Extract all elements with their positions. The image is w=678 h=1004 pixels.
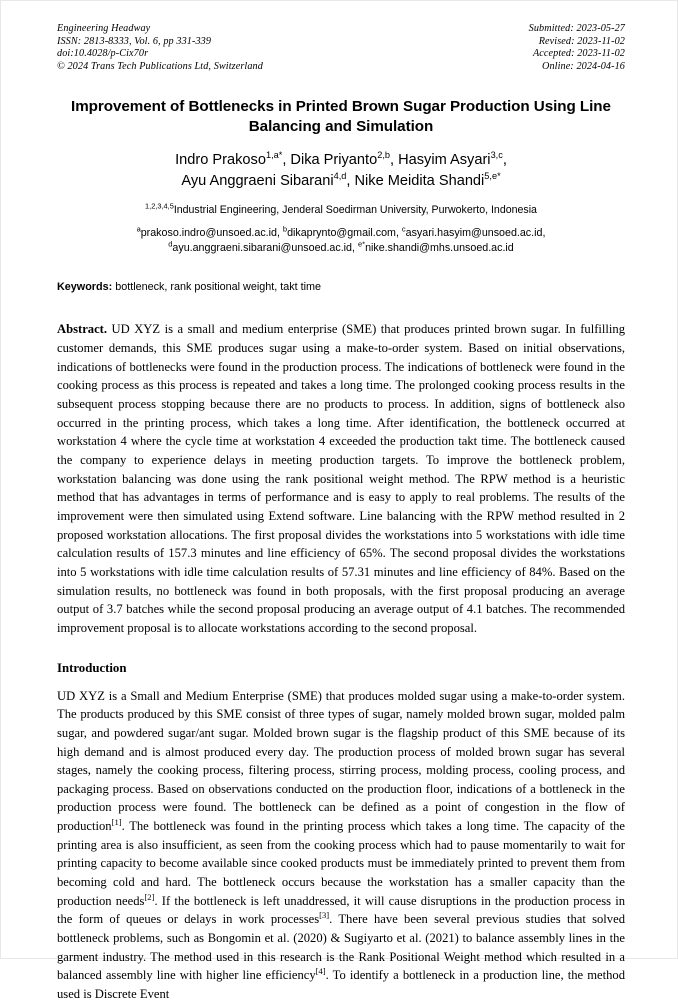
author-item — [181, 173, 354, 189]
email-list — [57, 226, 625, 255]
email-address[interactable]: dikaprynto@gmail.com — [287, 227, 396, 240]
journal-name: Engineering Headway — [57, 23, 151, 34]
citation-ref-3[interactable]: [3] — [319, 910, 330, 921]
email-item — [282, 224, 402, 240]
author-item — [290, 152, 398, 168]
author-list — [57, 150, 625, 192]
email-item — [168, 239, 358, 254]
author-name: Nike Meidita Shandi — [354, 173, 485, 190]
author-sep: , — [346, 173, 355, 190]
email-address[interactable]: prakoso.indro@unsoed.ac.id — [140, 227, 277, 240]
citation-ref-1[interactable]: [1] — [111, 816, 122, 827]
author-sep: , — [282, 152, 291, 169]
email-sup: d — [168, 239, 173, 249]
abstract-label: Abstract. — [57, 322, 108, 337]
journal-issn: ISSN: 2813-8333, Vol. 6, pp 331-339 — [57, 35, 212, 47]
email-sep: , — [542, 227, 546, 240]
submitted-date: Submitted: 2023-05-27 — [528, 23, 625, 34]
citation-ref-2[interactable]: [2] — [144, 891, 155, 902]
email-sup: e* — [357, 239, 366, 249]
author-sep: , — [502, 152, 507, 169]
author-sep: , — [390, 152, 399, 169]
keywords — [57, 280, 625, 294]
email-item — [401, 224, 546, 240]
email-item — [136, 224, 283, 240]
email-sep: , — [276, 227, 283, 240]
accepted-date: Accepted: 2023-11-02 — [532, 48, 625, 60]
author-sup: 5,e* — [484, 171, 501, 182]
email-sup: a — [136, 224, 141, 234]
affiliation-text: Industrial Engineering, Jenderal Soedirman University, Purwokerto, Indonesia — [173, 204, 537, 217]
intro-part-5: . To identify a bottleneck in a production line, the method used is Discrete Event — [57, 968, 626, 1002]
online-date: Online: 2024-04-16 — [541, 60, 625, 72]
author-item — [355, 173, 501, 189]
abstract-text: UD XYZ is a small and medium enterprise (SME) that produces printed brown sugar. In fulfilling customer demands, this SME produces sugar using a make-to-order system. Based on initial observations, indications of bottlenecks were found in the production process. The indications of bottleneck were found in the cooking process as this process is repeated and takes a long time. The prolonged cooking process results in the subsequent process stopping because there are no products to process. In addition, signs of bottleneck also occurred in the printing process, which takes a long time. After identification, the bottleneck occurred at workstation 4 where the cycle time at workstation 4 exceeded the production takt time. The bottleneck caused the company to experience delays in meeting production targets. To improve the bottleneck problem, workstation balancing was done using the rank positional weight method. The RPW method is a heuristic method that has advantages in terms of performance and is easy to apply to real problems. The results of the improvement were then simulated using Extend software. Line balancing with the RPW method resulted in 2 proposed workstation allocations. The first proposal divides the workstations into 5 workstations with idle time calculation results of 157.3 minutes and line efficiency of 65%. The second proposal divides the workstations into 5 workstations with idle time calculation results of 57.31 minutes and line efficiency of 84%. Based on the simulation results, no bottleneck was found in both proposals, with the first proposal producing an average output of 3.7 batches while the second proposal producing an average output of 4.1 batches. The recommended improvement proposal is to allocate workstations according to the second proposal. — [57, 322, 625, 635]
author-name: Ayu Anggraeni Sibarani — [181, 173, 334, 190]
journal-header — [57, 23, 625, 73]
journal-header-left — [57, 23, 263, 73]
section-heading-introduction: Introduction — [57, 660, 127, 675]
intro-part-1: UD XYZ is a Small and Medium Enterprise (SME) that produces molded sugar using a make-to-order system. The products produced by this SME consist of three types of sugar, namely molded brown sugar, molded palm sugar, and powdered sugar/ant sugar. Molded brown sugar is the flagship product of this SME because of its high demand and is almost produced every day. The production process of molded brown sugar has several stages, namely the cooking process, filtering process, stirring process, molding process, cooling process, and packaging process. Based on observations conducted on the production floor, indications of a bottleneck in the production process were found. The bottleneck can be defined as a point of congestion in the flow of production — [57, 688, 625, 834]
intro-part-2: . The bottleneck was found in the printing process which takes a long time. The capacity of the printing area is also insufficient, as seen from the cooking process which had to pause momentarily to wait for printing capacity to become available since cooked products must be immediately printed to prevent them from becoming cold and hard. The bottleneck occurs because the workstation has a smaller capacity than the production needs — [57, 819, 625, 908]
email-item — [357, 239, 514, 254]
author-item — [398, 152, 507, 168]
keywords-value: bottleneck, rank positional weight, takt time — [112, 281, 322, 294]
journal-doi: doi:10.4028/p-Cix70r — [57, 48, 149, 60]
email-sep: , — [395, 227, 402, 240]
affiliation-sup: 1,2,3,4,5 — [145, 201, 174, 211]
author-item — [175, 152, 290, 168]
email-sup: c — [401, 224, 406, 234]
author-sup: 3,c — [490, 150, 503, 161]
citation-ref-4[interactable]: [4] — [315, 966, 326, 977]
page-content — [57, 23, 625, 1004]
author-name: Dika Priyanto — [290, 152, 378, 169]
email-sep: , — [352, 241, 358, 254]
keywords-label: Keywords: — [57, 281, 113, 294]
email-address[interactable]: ayu.anggraeni.sibarani@unsoed.ac.id — [172, 241, 353, 254]
abstract — [57, 320, 625, 637]
intro-part-3: . If the bottleneck is left unaddressed, it will cause disruptions in the production process in the form of queues or delays in work processes — [57, 893, 625, 927]
page-title: Improvement of Bottlenecks in Printed Brown Sugar Production Using Line Balancing and Simulation — [71, 98, 611, 136]
author-name: Hasyim Asyari — [398, 152, 491, 169]
affiliation — [57, 203, 625, 217]
email-address[interactable]: nike.shandi@mhs.unsoed.ac.id — [365, 241, 514, 254]
revised-date: Revised: 2023-11-02 — [538, 35, 625, 47]
email-address[interactable]: asyari.hasyim@unsoed.ac.id — [405, 227, 543, 240]
email-sup: b — [282, 224, 288, 234]
journal-header-right — [529, 23, 625, 73]
author-sup: 2,b — [377, 150, 390, 161]
journal-copyright: © 2024 Trans Tech Publications Ltd, Switzerland — [57, 60, 263, 72]
author-name: Indro Prakoso — [175, 152, 266, 169]
introduction-paragraph — [57, 687, 625, 1004]
intro-part-4: . There have been several previous studies that solved bottleneck problems, such as Bongomin et al. (2020) & Sugiyarto et al. (2021) to balance assembly lines in the garment industry. The method used in this research is the Rank Positional Weight method which resulted in a balanced assembly line with higher line efficiency — [57, 912, 625, 983]
author-sup: 1,a* — [265, 150, 283, 161]
author-sup: 4,d — [333, 171, 347, 182]
